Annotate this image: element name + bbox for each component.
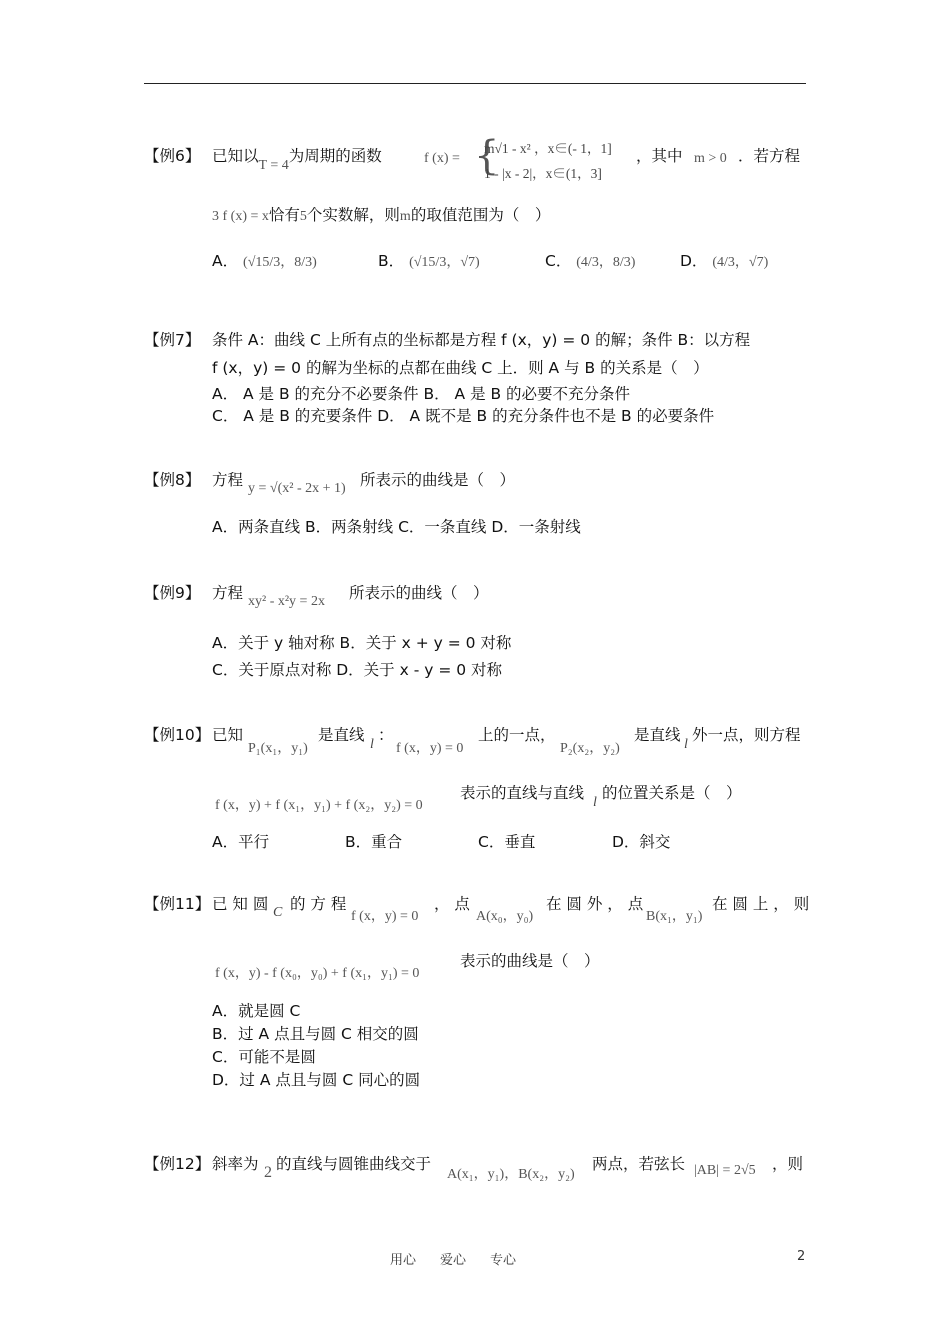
example-label: 【例7】	[144, 331, 201, 349]
option-c: C． (4/3，8/3)	[545, 252, 636, 270]
example-label: 【例12】	[144, 1155, 211, 1173]
brace: {	[474, 133, 500, 179]
equation: xy² - x²y = 2x	[248, 594, 325, 609]
option-a: A．就是圆 C	[212, 1002, 301, 1020]
option-a: A．平行	[212, 833, 270, 851]
example-label: 【例8】	[144, 471, 201, 489]
page-number: 2	[797, 1249, 806, 1264]
header-rule	[144, 83, 806, 84]
example-label: 【例11】	[144, 895, 211, 913]
example-6-line1: 已知以T = 4为周期的函数	[212, 147, 382, 173]
example-9-opt-ab: A．关于 y 轴对称 B．关于 x + y = 0 对称	[212, 634, 512, 652]
example-label: 【例6】	[144, 147, 201, 165]
option-c: C．可能不是圆	[212, 1048, 316, 1066]
example-7-line2: f (x，y) = 0 的解为坐标的点都在曲线 C 上．则 A 与 B 的关系是（ ）	[212, 359, 709, 377]
example-7-line1: 条件 A：曲线 C 上所有点的坐标都是方程 f (x，y) = 0 的解；条件 B：以方程	[212, 331, 751, 349]
example-9-opt-cd: C．关于原点对称 D．关于 x - y = 0 对称	[212, 661, 503, 679]
option-d: D．斜交	[612, 833, 671, 851]
example-7-opt-cd: C． A 是 B 的充要条件 D． A 既不是 B 的充分条件也不是 B 的必要条件	[212, 407, 715, 425]
option-b: B．过 A 点且与圆 C 相交的圆	[212, 1025, 419, 1043]
option-b: B． (√15/3，√7)	[378, 252, 480, 270]
example-8-options: A．两条直线 B．两条射线 C．一条直线 D．一条射线	[212, 518, 581, 536]
piece-2: 1 - |x - 2|，x∈(1，3]	[484, 166, 602, 181]
option-d: D．过 A 点且与圆 C 同心的圆	[212, 1071, 421, 1089]
footer: 用心 爱心 专心	[390, 1253, 517, 1268]
option-d: D． (4/3，√7)	[680, 252, 769, 270]
option-a: A． (√15/3，8/3)	[212, 252, 317, 270]
equation: y = √(x² - 2x + 1)	[248, 481, 346, 496]
option-c: C．垂直	[478, 833, 536, 851]
example-6-line2: 3 f (x) = x恰有5个实数解，则m的取值范围为（ ）	[212, 206, 551, 224]
example-label: 【例9】	[144, 584, 201, 602]
example-label: 【例10】	[144, 726, 211, 744]
function-def: f (x) =	[424, 151, 460, 166]
piece-1: m√1 - x² ，x∈(- 1，1]	[484, 141, 612, 156]
example-7-opt-ab: A． A 是 B 的充分不必要条件 B． A 是 B 的必要不充分条件	[212, 385, 631, 403]
option-b: B．重合	[345, 833, 403, 851]
